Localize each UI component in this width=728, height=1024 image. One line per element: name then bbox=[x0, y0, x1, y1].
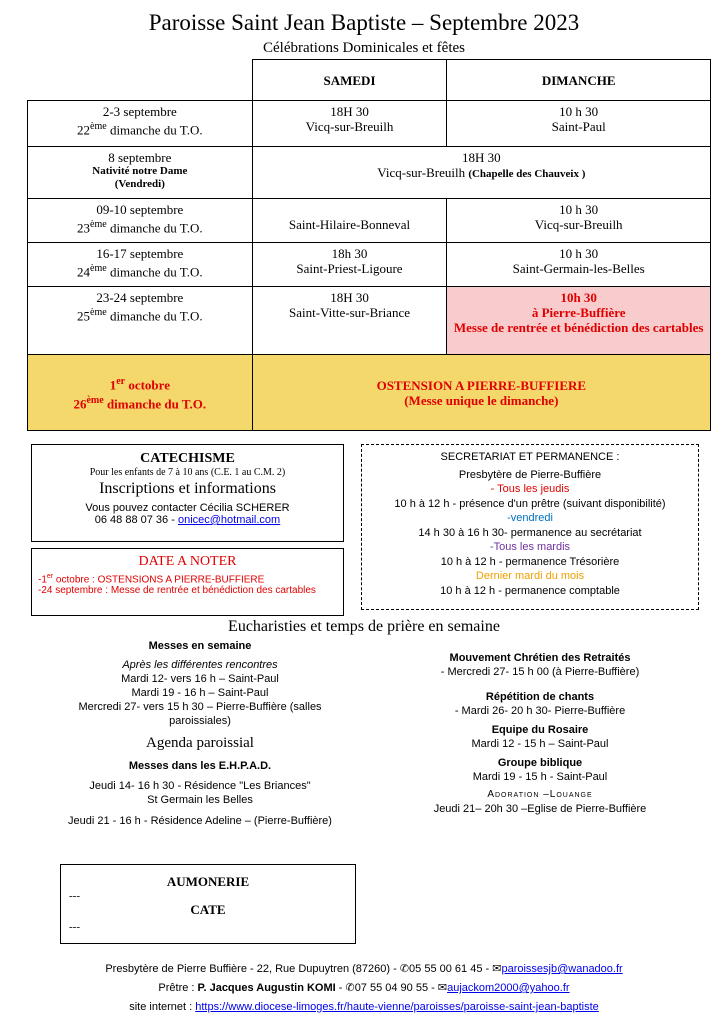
catechisme-box bbox=[31, 444, 344, 542]
phone-icon: ✆ bbox=[399, 963, 410, 975]
ehpad-item: Jeudi 21 - 16 h - Résidence Adeline – (Pierre-Buffière) bbox=[68, 815, 332, 827]
secretariat-day2: -vendredi bbox=[507, 512, 553, 524]
rosaire-item: Mardi 12 - 15 h – Saint-Paul bbox=[471, 738, 609, 750]
date-a-noter-title: DATE A NOTER bbox=[138, 554, 237, 569]
messe-item: paroissiales) bbox=[169, 715, 231, 727]
secretariat-day1: - Tous les jeudis bbox=[490, 483, 570, 495]
secretariat-line1: 10 h à 12 h - présence d'un prêtre (suivant disponibilité) bbox=[394, 497, 666, 510]
groupes-section bbox=[380, 651, 700, 816]
secretariat-place: Presbytère de Pierre-Buffière bbox=[458, 468, 602, 481]
dimanche-cell: 10 h 30 Saint-Germain-les-Belles bbox=[447, 243, 711, 287]
combined-cell: 18H 30 Vicq-sur-Breuilh (Chapelle des Chauveix ) bbox=[252, 147, 710, 199]
event-cell: OSTENSION A PIERRE-BUFFIERE (Messe unique le dimanche) bbox=[252, 355, 710, 431]
aumonerie-box bbox=[60, 864, 356, 944]
priest-name: P. Jacques Augustin KOMI bbox=[197, 982, 336, 994]
date-a-noter-line1: -1er octobre : OSTENSIONS A PIERRE-BUFFIERE bbox=[38, 573, 265, 586]
chants-item: - Mardi 26- 20 h 30- Pierre-Buffière bbox=[454, 705, 626, 717]
messes-title: Messes en semaine bbox=[148, 640, 252, 652]
date-cell: 8 septembre Nativité notre Dame (Vendredi) bbox=[28, 147, 253, 199]
biblique-item: Mardi 19 - 15 h - Saint-Paul bbox=[472, 771, 608, 783]
dimanche-cell: 10 h 30 Vicq-sur-Breuilh bbox=[447, 199, 711, 243]
table-row bbox=[28, 147, 711, 199]
page-title: Paroisse Saint Jean Baptiste – Septembre 2023 bbox=[148, 10, 580, 35]
cate-title: CATE bbox=[190, 902, 226, 917]
parish-email-link[interactable]: paroissesjb@wanadoo.fr bbox=[501, 963, 623, 975]
date-a-noter-line2: -24 septembre : Messe de rentrée et bénédiction des cartables bbox=[38, 585, 316, 597]
mail-icon: ✉ bbox=[492, 963, 502, 975]
samedi-cell: 18h 30 Saint-Priest-Ligoure bbox=[252, 243, 447, 287]
catechisme-heading: Inscriptions et informations bbox=[99, 480, 276, 497]
samedi-cell: Saint-Hilaire-Bonneval bbox=[252, 199, 447, 243]
table-header-row bbox=[28, 60, 711, 101]
messe-item: Mercredi 27- vers 15 h 30 – Pierre-Buffière (salles bbox=[78, 701, 322, 713]
phone-icon: ✆ bbox=[345, 982, 355, 994]
cate-dash: --- bbox=[69, 921, 80, 933]
priest-email-link[interactable]: aujackom2000@yahoo.fr bbox=[447, 982, 570, 994]
catechisme-phone-line: 06 48 88 07 36 - onicec@hotmail.com bbox=[94, 514, 281, 526]
samedi-cell: 18H 30 Vicq-sur-Breuilh bbox=[252, 101, 447, 147]
table-row bbox=[28, 199, 711, 243]
rosaire-title: Equipe du Rosaire bbox=[491, 724, 589, 736]
dimanche-cell: 10 h 30 Saint-Paul bbox=[447, 101, 711, 147]
aumonerie-dash: --- bbox=[69, 890, 80, 902]
table-row-ostension bbox=[28, 355, 711, 431]
table-row bbox=[28, 287, 711, 355]
date-cell: 23-24 septembre 25ème dimanche du T.O. bbox=[28, 287, 253, 355]
date-cell: 2-3 septembre 22ème dimanche du T.O. bbox=[28, 101, 253, 147]
col-samedi: SAMEDI bbox=[252, 60, 447, 101]
secretariat-line2: 14 h 30 à 16 h 30- permanence au secrétariat bbox=[418, 526, 642, 539]
footer-priest-line: Prêtre : P. Jacques Augustin KOMI - ✆07 55 04 90 55 - ✉aujackom2000@yahoo.fr bbox=[158, 982, 570, 994]
date-cell: 1er octobre 26ème dimanche du T.O. bbox=[28, 355, 253, 431]
footer-address-line: Presbytère de Pierre Buffière - 22, Rue Dupuytren (87260) - ✆05 55 00 61 45 - ✉paroissesjb@wanadoo.fr bbox=[105, 963, 623, 975]
secretariat-line3: 10 h à 12 h - permanence Trésorière bbox=[440, 555, 620, 568]
dimanche-cell-highlight: 10h 30 à Pierre-Buffière Messe de rentrée et bénédiction des cartables bbox=[447, 287, 711, 355]
messes-intro: Après les différentes rencontres bbox=[122, 659, 278, 671]
date-cell: 16-17 septembre 24ème dimanche du T.O. bbox=[28, 243, 253, 287]
ehpad-item-location: St Germain les Belles bbox=[147, 794, 253, 806]
mail-icon: ✉ bbox=[437, 982, 448, 994]
col-dimanche: DIMANCHE bbox=[447, 60, 711, 101]
mcr-title: Mouvement Chrétien des Retraités bbox=[449, 652, 631, 664]
secretariat-day3: -Tous les mardis bbox=[489, 541, 571, 553]
secretariat-box bbox=[361, 444, 699, 610]
eucharisties-title: Eucharisties et temps de prière en semaine bbox=[228, 618, 500, 635]
secretariat-title: SECRETARIAT ET PERMANENCE : bbox=[440, 451, 620, 463]
adoration-title: Adoration –Louange bbox=[487, 789, 593, 800]
footer bbox=[0, 960, 728, 1017]
mcr-item: - Mercredi 27- 15 h 00 (à Pierre-Buffière) bbox=[440, 666, 640, 678]
website-link[interactable]: https://www.diocese-limoges.fr/haute-vienne/paroisses/paroisse-saint-jean-baptiste bbox=[195, 1001, 599, 1013]
secretariat-line4: 10 h à 12 h - permanence comptable bbox=[440, 584, 620, 597]
samedi-cell: 18H 30 Saint-Vitte-sur-Briance bbox=[252, 287, 447, 355]
aumonerie-title: AUMONERIE bbox=[166, 874, 250, 889]
page-subtitle: Célébrations Dominicales et fêtes bbox=[262, 40, 466, 56]
chants-title: Répétition de chants bbox=[485, 691, 595, 703]
ehpad-title: Messes dans les E.H.P.A.D. bbox=[128, 760, 272, 772]
date-a-noter-box bbox=[31, 548, 344, 616]
messes-semaine-section bbox=[30, 639, 370, 828]
catechisme-email-link[interactable]: onicec@hotmail.com bbox=[177, 514, 281, 526]
date-cell: 09-10 septembre 23ème dimanche du T.O. bbox=[28, 199, 253, 243]
catechisme-contact: Vous pouvez contacter Cécilia SCHERER bbox=[85, 502, 290, 514]
catechisme-age: Pour les enfants de 7 à 10 ans (C.E. 1 au C.M. 2) bbox=[89, 467, 286, 478]
biblique-title: Groupe biblique bbox=[497, 757, 583, 769]
table-row bbox=[28, 243, 711, 287]
footer-site-line: site internet : https://www.diocese-limoges.fr/haute-vienne/paroisses/paroisse-saint-jean-baptiste bbox=[129, 1001, 599, 1013]
messe-item: Mardi 12- vers 16 h – Saint-Paul bbox=[121, 673, 279, 685]
ehpad-item: Jeudi 14- 16 h 30 - Résidence "Les Briances" bbox=[89, 780, 311, 792]
adoration-item: Jeudi 21– 20h 30 –Eglise de Pierre-Buffière bbox=[433, 803, 647, 815]
secretariat-day4: Dernier mardi du mois bbox=[475, 570, 585, 582]
table-row bbox=[28, 101, 711, 147]
messe-item: Mardi 19 - 16 h – Saint-Paul bbox=[131, 687, 269, 699]
agenda-title: Agenda paroissial bbox=[146, 735, 254, 751]
schedule-table bbox=[27, 59, 711, 431]
catechisme-title: CATECHISME bbox=[140, 451, 235, 466]
